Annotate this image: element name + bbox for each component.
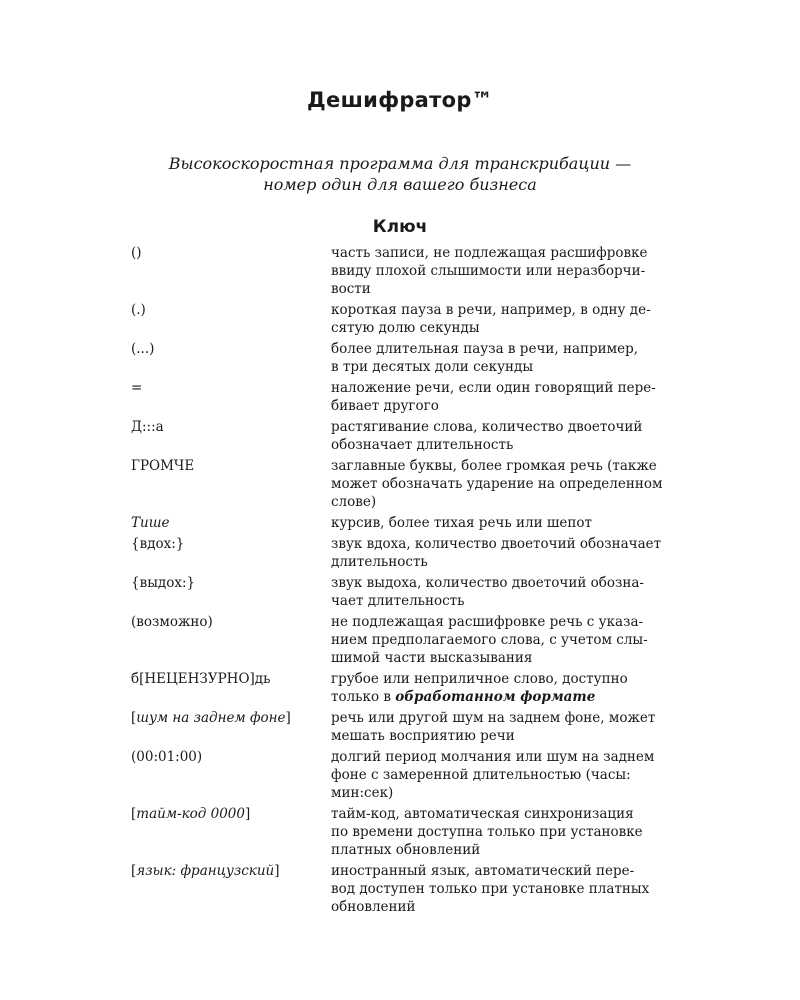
key-entry xyxy=(131,457,715,511)
entry-description xyxy=(331,535,715,571)
key-entry xyxy=(131,340,715,376)
key-entry xyxy=(131,535,715,571)
entry-symbol: Д:::а xyxy=(131,419,164,435)
entry-symbol: (.) xyxy=(131,302,146,318)
entry-description xyxy=(331,670,715,706)
description-line: чает длительность xyxy=(331,593,465,609)
description-line: растягивание слова, количество двоеточий xyxy=(331,419,643,435)
description-line: шимой части высказывания xyxy=(331,650,533,666)
description-line: вод доступен только при установке платных xyxy=(331,881,650,897)
symbol-italic-text: шум на заднем фоне xyxy=(136,710,286,726)
bracket-close: ] xyxy=(285,710,291,726)
key-entry xyxy=(131,574,715,610)
key-entry xyxy=(131,379,715,415)
description-line: мешать восприятию речи xyxy=(331,728,515,744)
entry-description xyxy=(331,862,715,916)
symbol-italic-text: язык: французский xyxy=(136,863,275,879)
entry-description xyxy=(331,613,715,667)
description-line: не подлежащая расшифровке речь с указа- xyxy=(331,614,644,630)
description-line: грубое или неприличное слово, доступно xyxy=(331,671,628,687)
key-entry xyxy=(131,805,715,859)
description-line xyxy=(331,688,715,706)
key-entry xyxy=(131,418,715,454)
entry-symbol xyxy=(131,862,331,916)
description-line: мин:сек) xyxy=(331,785,394,801)
key-entries-list xyxy=(131,244,715,919)
description-line: речь или другой шум на заднем фоне, может xyxy=(331,710,656,726)
description-line: вости xyxy=(331,281,371,297)
key-entry xyxy=(131,244,715,298)
description-line: часть записи, не подлежащая расшифровке xyxy=(331,245,648,261)
entry-description xyxy=(331,574,715,610)
entry-symbol xyxy=(131,805,331,859)
key-entry xyxy=(131,862,715,916)
entry-description xyxy=(331,748,715,802)
description-line: короткая пауза в речи, например, в одну де- xyxy=(331,302,651,318)
description-line: более длительная пауза в речи, например, xyxy=(331,341,639,357)
key-entry xyxy=(131,709,715,745)
entry-symbol: (возможно) xyxy=(131,614,213,630)
key-entry xyxy=(131,514,715,532)
entry-symbol: (...) xyxy=(131,341,155,357)
entry-symbol: = xyxy=(131,380,143,396)
description-line: платных обновлений xyxy=(331,842,481,858)
description-line: наложение речи, если один говорящий пере- xyxy=(331,380,656,396)
entry-symbol: {вдох:} xyxy=(131,536,185,552)
description-line: может обозначать ударение на определенном xyxy=(331,476,663,492)
description-line: сятую долю секунды xyxy=(331,320,480,336)
entry-description xyxy=(331,709,715,745)
description-line: нием предполагаемого слова, с учетом слы- xyxy=(331,632,648,648)
key-heading: Ключ xyxy=(372,217,428,237)
entry-description xyxy=(331,457,715,511)
description-line: по времени доступна только при установке xyxy=(331,824,643,840)
key-entry xyxy=(131,670,715,706)
bracket-close: ] xyxy=(274,863,280,879)
page-subtitle xyxy=(0,153,800,195)
key-entry xyxy=(131,301,715,337)
description-line: слове) xyxy=(331,494,377,510)
entry-symbol xyxy=(131,709,331,745)
description-line: иностранный язык, автоматический пере- xyxy=(331,863,635,879)
entry-symbol: Тише xyxy=(131,515,170,531)
description-line: в три десятых доли секунды xyxy=(331,359,534,375)
description-line: заглавные буквы, более громкая речь (также xyxy=(331,458,657,474)
entry-symbol: б[НЕЦЕНЗУРНО]дь xyxy=(131,671,271,687)
description-line: длительность xyxy=(331,554,428,570)
entry-description xyxy=(331,340,715,376)
entry-description xyxy=(331,301,715,337)
key-entry xyxy=(131,748,715,802)
description-line: долгий период молчания или шум на заднем xyxy=(331,749,655,765)
description-text: только в xyxy=(331,689,391,705)
bracket-open: [ xyxy=(131,806,137,822)
description-line: тайм-код, автоматическая синхронизация xyxy=(331,806,634,822)
subtitle-line-1: Высокоскоростная программа для транскрибации — xyxy=(168,154,632,173)
entry-description xyxy=(331,418,715,454)
description-line: обновлений xyxy=(331,899,416,915)
description-line: курсив, более тихая речь или шепот xyxy=(331,515,592,531)
entry-symbol: ГРОМЧЕ xyxy=(131,458,195,474)
subtitle-line-2: номер один для вашего бизнеса xyxy=(263,175,537,194)
emphasis-text: обработанном формате xyxy=(395,689,596,705)
description-line: фоне с замеренной длительностью (часы: xyxy=(331,767,631,783)
bracket-open: [ xyxy=(131,863,137,879)
description-line: ввиду плохой слышимости или неразборчи- xyxy=(331,263,646,279)
page-title: Дешифратор™ xyxy=(307,88,493,112)
key-entry xyxy=(131,613,715,667)
symbol-italic-text: тайм-код 0000 xyxy=(136,806,245,822)
entry-description xyxy=(331,805,715,859)
entry-description xyxy=(331,379,715,415)
description-line: бивает другого xyxy=(331,398,439,414)
entry-symbol: () xyxy=(131,245,142,261)
description-line: обозначает длительность xyxy=(331,437,514,453)
entry-symbol: {выдох:} xyxy=(131,575,196,591)
description-line: звук вдоха, количество двоеточий обозначает xyxy=(331,536,662,552)
bracket-open: [ xyxy=(131,710,137,726)
entry-symbol: (00:01:00) xyxy=(131,749,203,765)
bracket-close: ] xyxy=(244,806,251,822)
description-line: звук выдоха, количество двоеточий обозна- xyxy=(331,575,644,591)
entry-description xyxy=(331,514,715,532)
entry-description xyxy=(331,244,715,298)
